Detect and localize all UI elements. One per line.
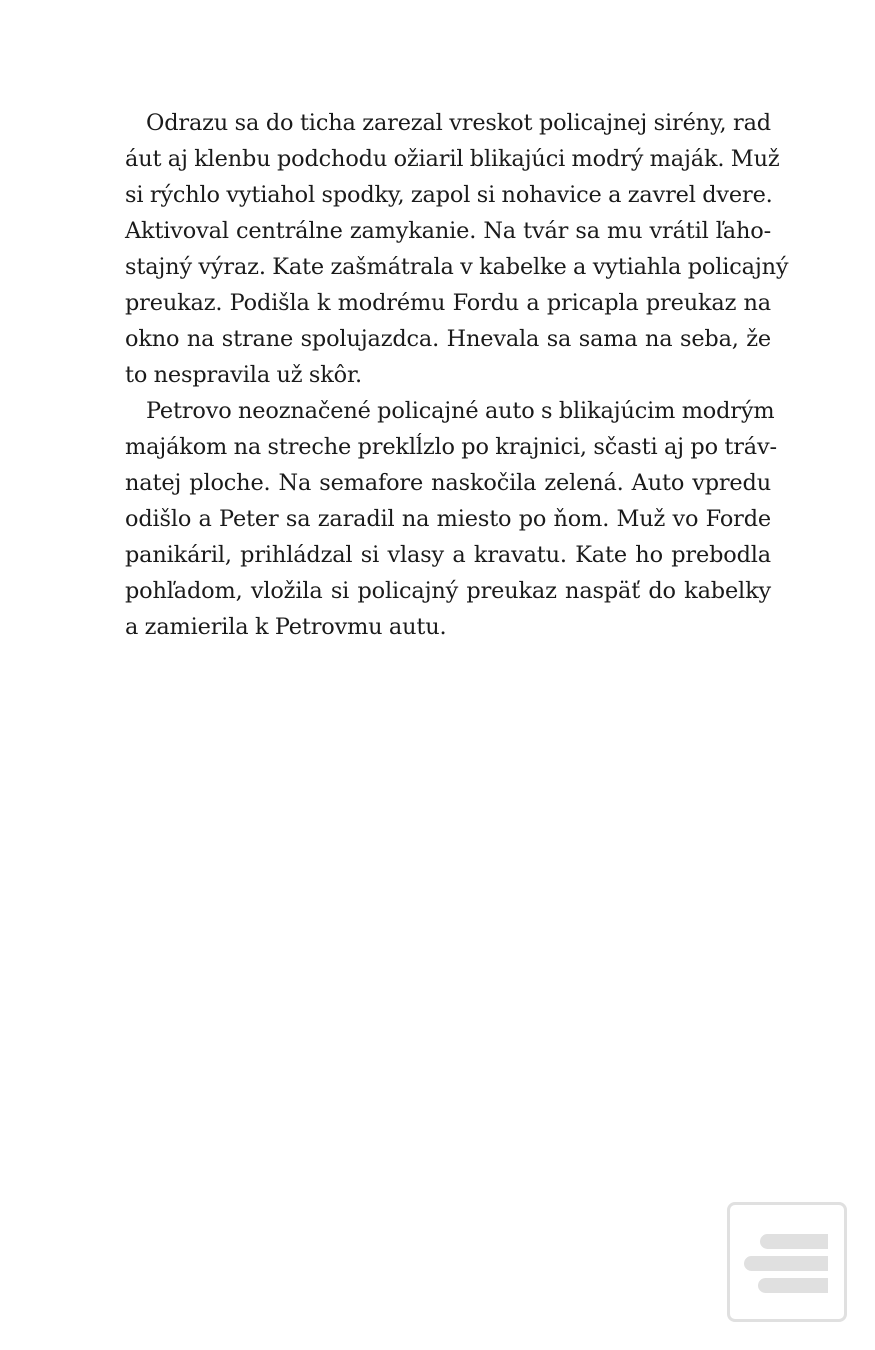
paragraph-2 — [125, 393, 777, 645]
text-line: majákom na streche preklĺzlo po krajnici, sčasti aj po tráv- — [125, 434, 777, 460]
text-line: Aktivoval centrálne zamykanie. Na tvár sa mu vrátil ľaho- — [125, 218, 771, 244]
text-line: preukaz. Podišla k modrému Fordu a pricapla preukaz na — [125, 290, 771, 316]
text-line: okno na strane spolujazdca. Hnevala sa sama na seba, že — [125, 326, 771, 352]
text-line: Petrovo neoznačené policajné auto s blikajúcim modrým — [146, 398, 775, 424]
text-line: a zamierila k Petrovmu autu. — [125, 614, 447, 640]
text-line: stajný výraz. Kate zašmátrala v kabelke a vytiahla policajný — [125, 254, 789, 280]
text-line: to nespravila už skôr. — [125, 362, 363, 388]
text-line: panikáril, prihládzal si vlasy a kravatu. Kate ho prebodla — [125, 542, 771, 568]
paragraph-1 — [125, 105, 789, 393]
text-line: Odrazu sa do ticha zarezal vreskot policajnej sirény, rad — [146, 110, 771, 136]
book-stack-icon — [727, 1202, 847, 1322]
page-body — [125, 105, 789, 645]
text-line: odišlo a Peter sa zaradil na miesto po ňom. Muž vo Forde — [125, 506, 771, 532]
text-line: si rýchlo vytiahol spodky, zapol si nohavice a zavrel dvere. — [125, 182, 773, 208]
text-line: áut aj klenbu podchodu ožiaril blikajúci modrý maják. Muž — [125, 146, 780, 172]
text-line: natej ploche. Na semafore naskočila zelená. Auto vpredu — [125, 470, 771, 496]
text-line: pohľadom, vložila si policajný preukaz naspäť do kabelky — [125, 578, 771, 604]
